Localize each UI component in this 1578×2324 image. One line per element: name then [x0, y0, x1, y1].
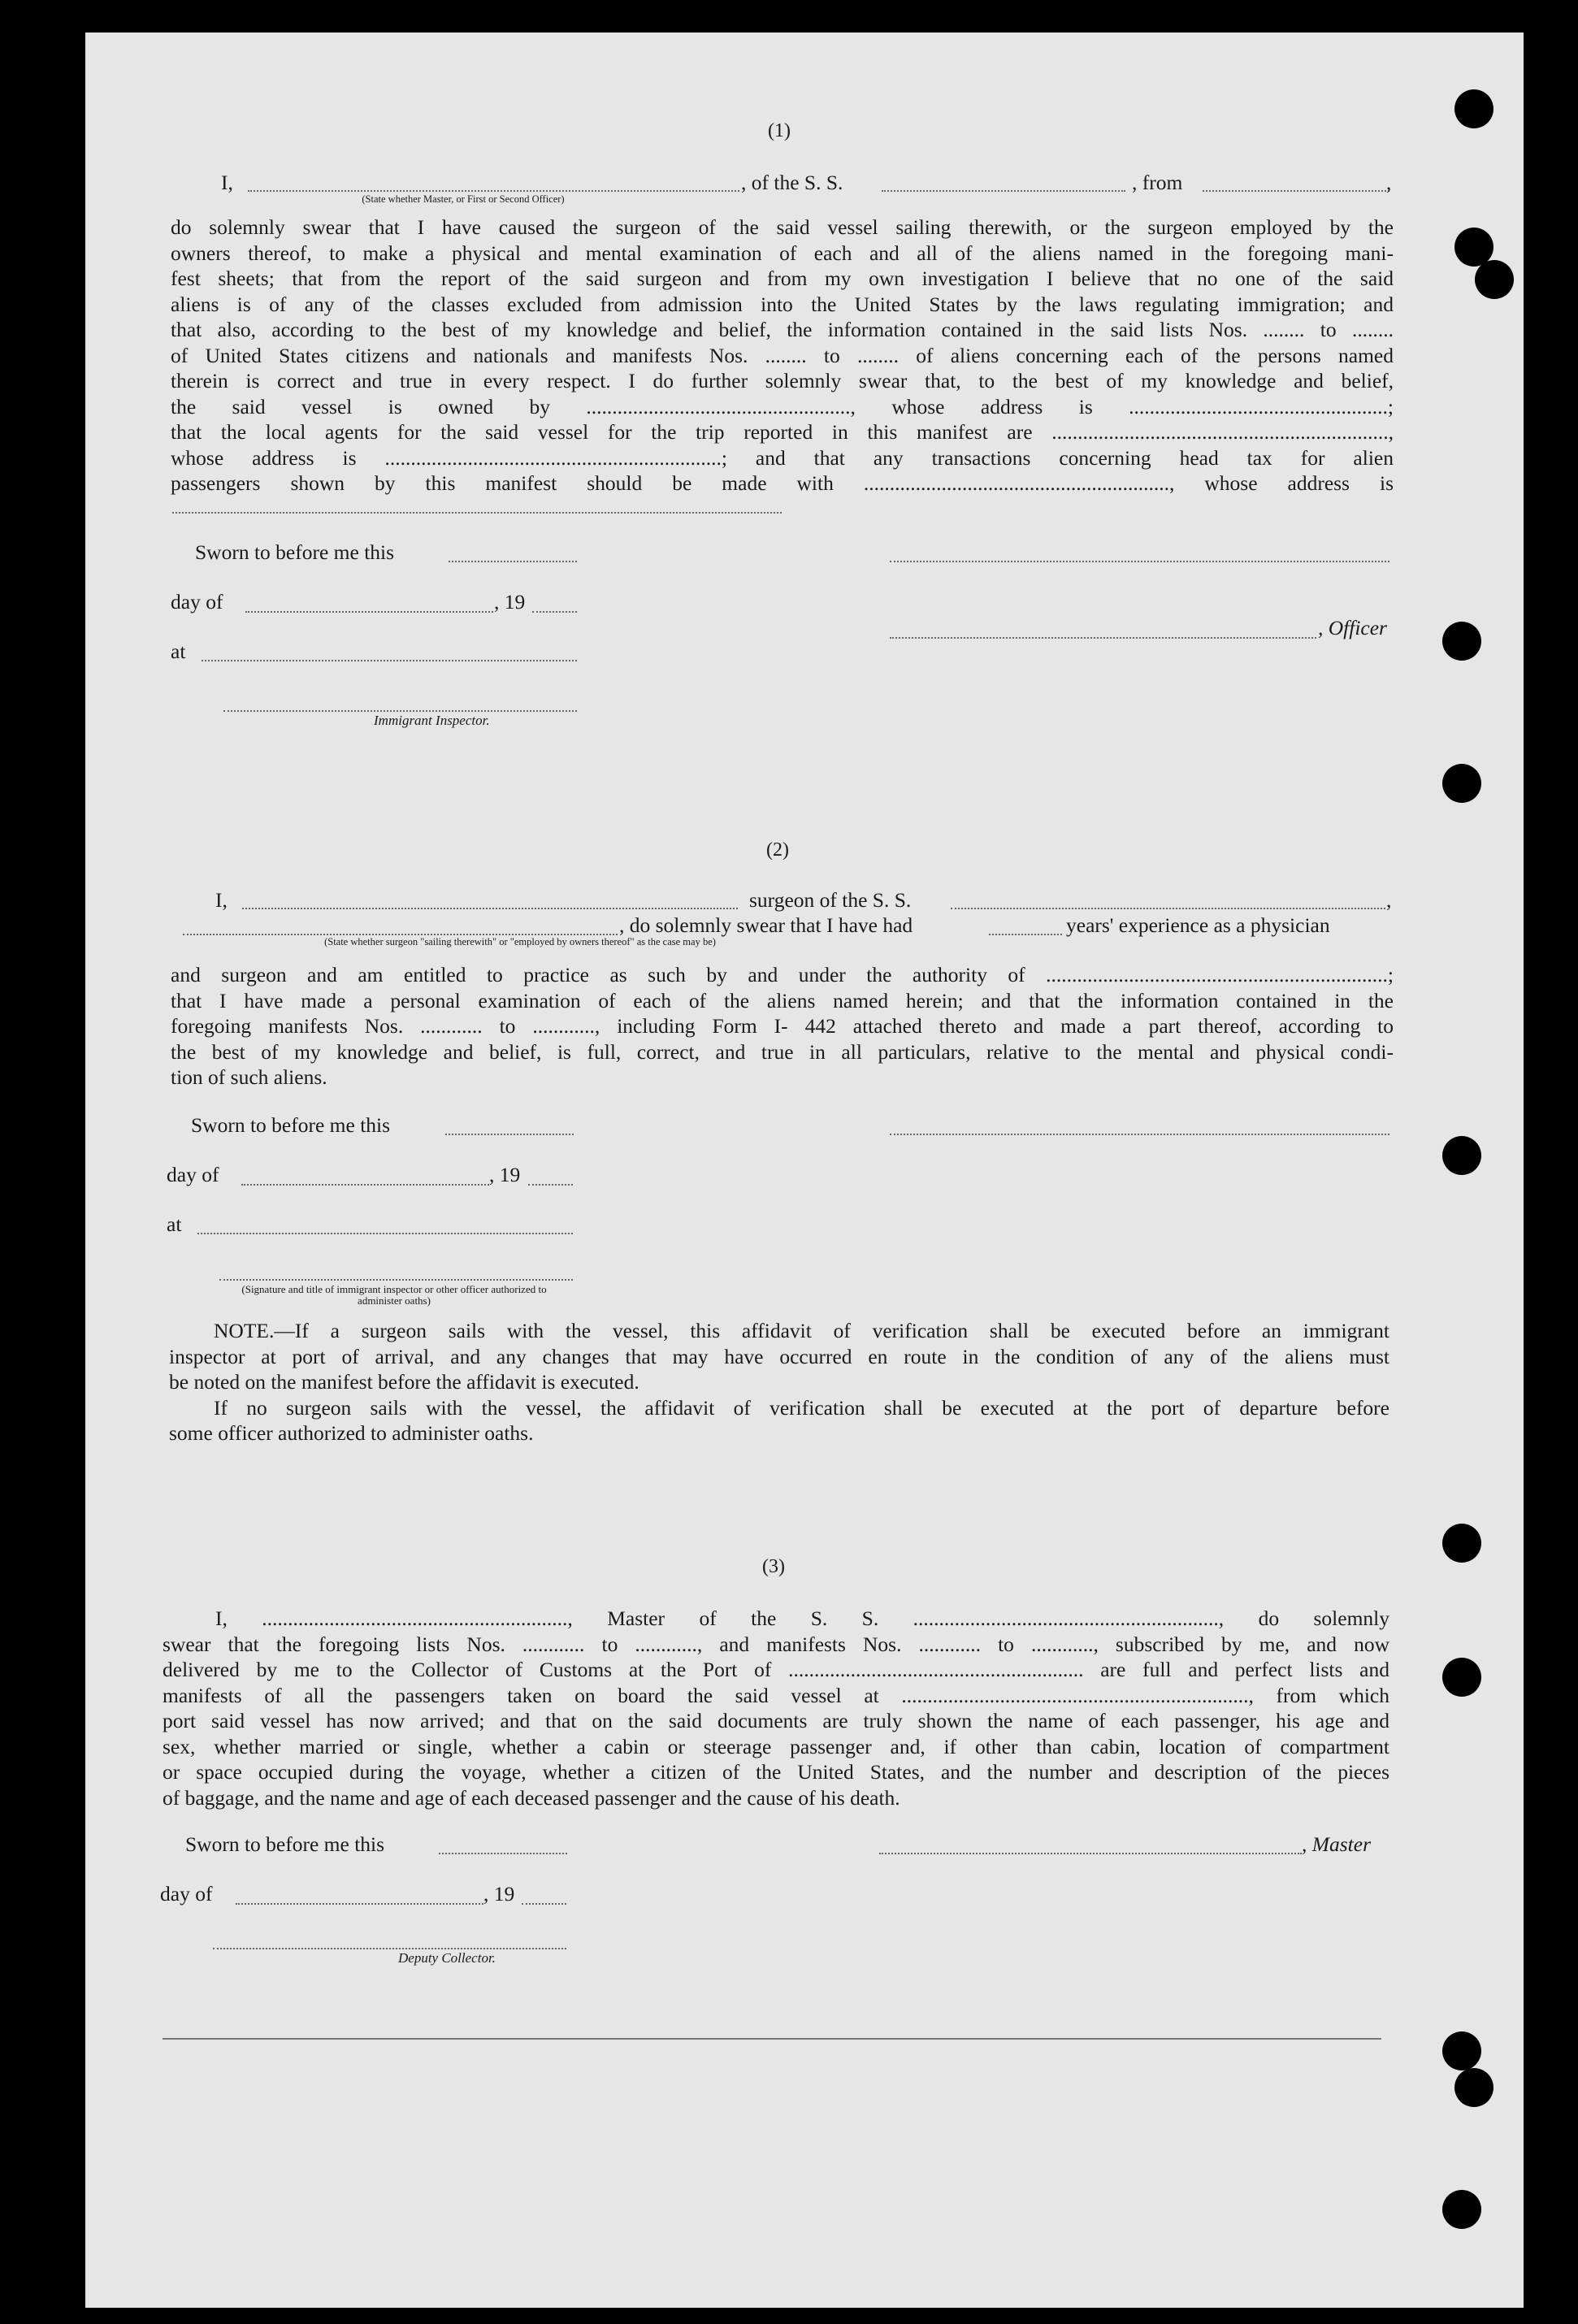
- s2-signature-line[interactable]: [890, 1132, 1389, 1135]
- s2-ship-label: surgeon of the S. S.: [749, 888, 912, 912]
- s3-master-label: , Master: [1302, 1832, 1371, 1856]
- s1-from-field[interactable]: [1203, 189, 1389, 192]
- s2-i-label: I,: [215, 888, 228, 912]
- s3-year-label: , 19: [483, 1882, 515, 1906]
- s3-day-field[interactable]: [236, 1901, 483, 1905]
- s2-comma: ,: [1386, 888, 1392, 912]
- s1-i-label: I,: [221, 171, 233, 194]
- punch-hole: [1475, 260, 1514, 299]
- section-2-heading: (2): [766, 839, 789, 861]
- s2-capacity-note: (State whether surgeon "sailing therewith" or "employed by owners thereof" as the case may be): [324, 936, 716, 947]
- s2-surgeon-name-field[interactable]: [242, 906, 738, 909]
- s2-year-label: , 19: [489, 1163, 521, 1186]
- s2-at-field[interactable]: [197, 1231, 573, 1234]
- s1-year-field[interactable]: [532, 609, 577, 613]
- s3-day-label: day of: [160, 1882, 213, 1906]
- punch-hole: [1454, 2068, 1493, 2107]
- s1-officer-label: , Officer: [1318, 616, 1387, 640]
- section-1-heading: (1): [768, 120, 791, 141]
- s1-comma: ,: [1386, 171, 1392, 194]
- s2-swear-label: , do solemnly swear that I have had: [619, 913, 913, 937]
- s1-year-label: , 19: [494, 590, 526, 614]
- s2-years-label: years' experience as a physician: [1066, 913, 1330, 937]
- s1-ship-label: , of the S. S.: [741, 171, 843, 194]
- s1-from-label: , from: [1132, 171, 1183, 194]
- s1-inspector-signature-line[interactable]: [223, 709, 577, 712]
- punch-hole: [1442, 1136, 1481, 1175]
- s2-day-field[interactable]: [241, 1182, 489, 1186]
- bottom-rule: [163, 2038, 1381, 2040]
- s3-deputy-signature-line[interactable]: [213, 1946, 566, 1949]
- s2-inspector-signature-line[interactable]: [219, 1277, 573, 1281]
- punch-hole: [1442, 2190, 1481, 2229]
- punch-hole: [1442, 764, 1481, 803]
- s3-deputy-caption: Deputy Collector.: [398, 1950, 496, 1966]
- s2-year-field[interactable]: [528, 1182, 573, 1186]
- s1-sworn-label: Sworn to before me this: [195, 540, 395, 564]
- s1-at-label: at: [171, 640, 186, 663]
- s1-inspector-caption: Immigrant Inspector.: [374, 713, 490, 728]
- punch-hole: [1442, 2031, 1481, 2070]
- s2-capacity-field[interactable]: [183, 932, 618, 935]
- s3-year-field[interactable]: [522, 1901, 566, 1905]
- s1-sworn-field[interactable]: [449, 559, 577, 562]
- section-3-heading: (3): [762, 1556, 785, 1577]
- punch-hole: [1442, 1524, 1481, 1563]
- s2-oath-body: and surgeon and am entitled to practice as such by and under the authority of ..................................................................; that I have made a personal examination of each of the aliens named herein; and that the information contained in the foregoing manifests Nos. ............ to ............, including Form I- 442 attached thereto and made a part thereof, according to the best of my knowledge and belief, is full, correct, and true in all particulars, relative to the mental and physical condi- tion of such aliens.: [171, 963, 1394, 1089]
- s3-oath-body: I, ..........................................................., Master of the S. S. ..........................................................., do solemnly swear that the foregoing lists Nos. ............ to ............, and manifests Nos. ............ to ............, subscribed by me, and now delivered by me to the Collector of Customs at the Port of ......................................................... are full and perfect lists and manifests of all the passengers taken on board the said vessel at ..................................................................., from which port said vessel has now arrived; and that on the said documents are truly shown the name of each passenger, his age and sex, whether married or single, whether a cabin or steerage passenger and, if other than cabin, location of compartment or space occupied during the voyage, whether a citizen of the United States, and the number and description of the pieces of baggage, and the name and age of each deceased passenger and the cause of his death.: [163, 1606, 1389, 1810]
- s1-signature-line[interactable]: [890, 559, 1389, 562]
- s2-signature-caption: (Signature and title of immigrant inspector or other officer authorized to administer oaths): [241, 1283, 547, 1307]
- s2-years-field[interactable]: [989, 932, 1062, 935]
- s1-day-label: day of: [171, 590, 223, 614]
- s1-officer-name-field[interactable]: [248, 189, 739, 192]
- s1-officer-note: (State whether Master, or First or Second Officer): [362, 193, 565, 205]
- s2-note: NOTE.—If a surgeon sails with the vessel, this affidavit of verification shall be executed before an immigrant inspector at port of arrival, and any changes that may have occurred en route in the condition of any of the aliens must be noted on the manifest before the affidavit is executed. If no surgeon sails with the vessel, the affidavit of verification shall be executed at the port of departure before some officer authorized to administer oaths.: [169, 1319, 1389, 1445]
- s2-at-label: at: [167, 1212, 182, 1236]
- s1-address-continuation[interactable]: [172, 510, 782, 514]
- s2-ship-name-field[interactable]: [951, 906, 1385, 909]
- s3-sworn-field[interactable]: [439, 1851, 567, 1854]
- s2-sworn-label: Sworn to before me this: [191, 1113, 391, 1137]
- s3-sworn-label: Sworn to before me this: [185, 1832, 385, 1856]
- s1-ship-name-field[interactable]: [882, 189, 1125, 192]
- s1-day-field[interactable]: [245, 609, 493, 613]
- s1-at-field[interactable]: [202, 658, 577, 661]
- s2-sworn-field[interactable]: [445, 1132, 574, 1135]
- punch-hole: [1454, 89, 1493, 128]
- punch-hole: [1442, 622, 1481, 661]
- s1-oath-body: do solemnly swear that I have caused the surgeon of the said vessel sailing therewith, or the surgeon employed by the owners thereof, to make a physical and mental examination of each and all of the aliens named in the foregoing mani- fest sheets; that from the report of the said surgeon and from my own investigation I believe that no one of the said aliens is of any of the classes excluded from admission into the United States by the laws regulating immigration; and that also, according to the best of my knowledge and belief, the information contained in the said lists Nos. ........ to ........ of United States citizens and nationals and manifests Nos. ........ to ........ of aliens concerning each of the persons named therein is correct and true in every respect. I do further solemnly swear that, to the best of my knowledge and belief, the said vessel is owned by ..................................................., whose address is ..................................................; that the local agents for the said vessel for the trip reported in this manifest are ................................................................., whose address is .................................................................; and that any transactions concerning head tax for alien passengers shown by this manifest should be made with ..........................................................., whose address is: [171, 215, 1394, 495]
- punch-hole: [1442, 1658, 1481, 1697]
- s3-master-signature-line[interactable]: [879, 1851, 1302, 1854]
- s1-officer-signature-line[interactable]: [890, 635, 1316, 639]
- s2-day-label: day of: [167, 1163, 219, 1186]
